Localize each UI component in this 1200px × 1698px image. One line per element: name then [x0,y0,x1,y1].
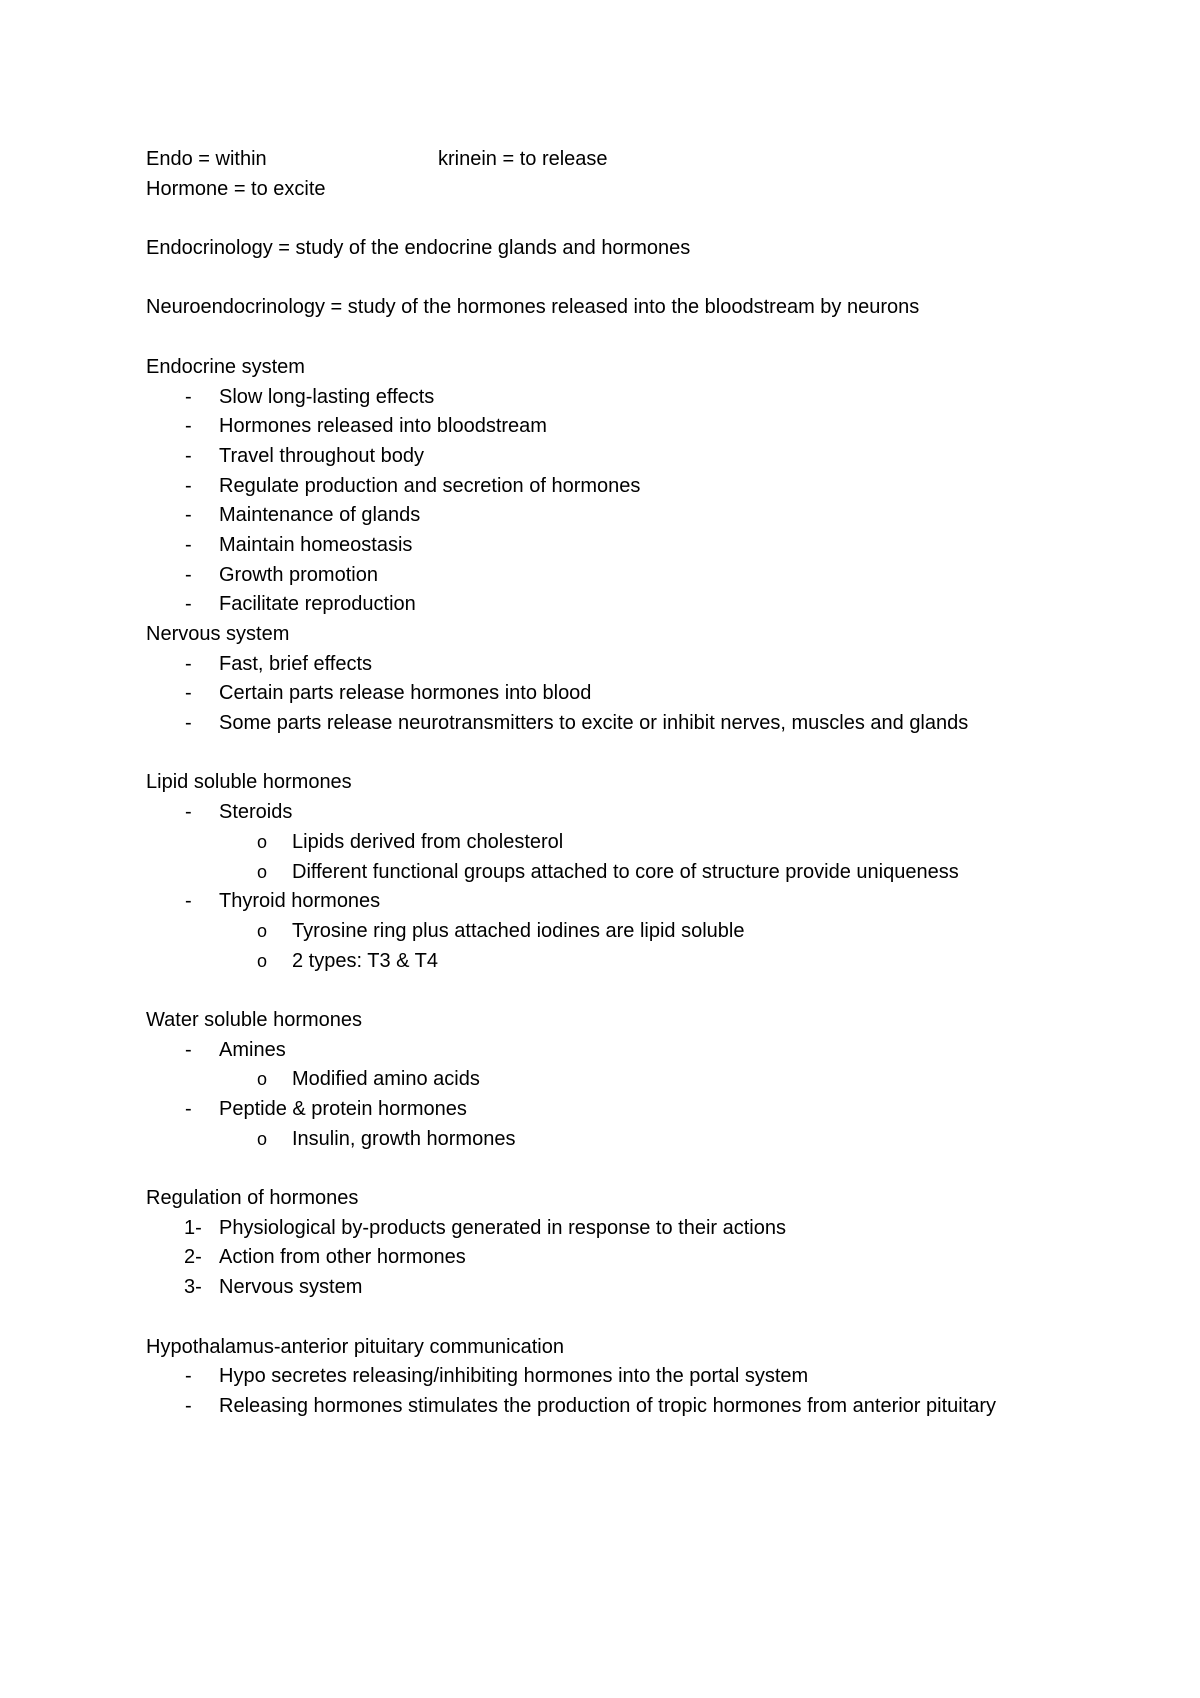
numbered-item-text: Action from other hormones [219,1246,466,1269]
list-item [146,1362,1106,1392]
definition-line [146,145,1106,175]
list-item-text: Hormones released into bloodstream [219,415,547,438]
section-heading-water-soluble: Water soluble hormones [146,1008,363,1031]
list-item-text: Certain parts release hormones into blood [219,682,592,705]
dash-bullet: - [185,593,192,616]
section-heading-lipid-soluble: Lipid soluble hormones [146,771,352,794]
list-item [146,412,1106,442]
number-marker: 2- [184,1246,202,1269]
list-item [146,383,1106,413]
circle-bullet: o [257,861,268,882]
dash-bullet: - [185,652,192,675]
list-item [146,1392,1033,1422]
sub-list-item [146,947,1106,977]
dash-bullet: - [185,682,192,705]
list-item [146,1036,1106,1066]
blank-line [146,1154,1106,1184]
sub-list-item [146,1125,1106,1155]
sub-list-item-text: Lipids derived from cholesterol [292,830,564,853]
blank-line [146,739,1106,769]
list-item-text: Travel throughout body [219,444,424,467]
dash-bullet: - [185,563,192,586]
blank-line [146,1303,1106,1333]
list-item-text: Fast, brief effects [219,652,373,675]
sub-list-item [146,917,1106,947]
list-item-text: Maintain homeostasis [219,533,413,556]
list-item-text: Some parts release neurotransmitters to excite or inhibit nerves, muscles and glands [219,712,969,735]
document-body [146,145,1106,1422]
list-item [146,501,1106,531]
definition-endocrinology: Endocrinology = study of the endocrine glands and hormones [146,237,691,260]
number-marker: 1- [184,1216,202,1239]
list-item-text: Steroids [219,801,293,824]
dash-bullet: - [185,504,192,527]
numbered-item [146,1243,1106,1273]
circle-bullet: o [257,1128,268,1149]
list-item-text: Hypo secretes releasing/inhibiting hormones into the portal system [219,1365,809,1388]
definition-neuroendocrinology: Neuroendocrinology = study of the hormones released into the bloodstream by neurons [146,296,920,319]
section-heading-regulation: Regulation of hormones [146,1187,359,1210]
sub-list-item-text: Modified amino acids [292,1068,480,1091]
circle-bullet: o [257,950,268,971]
numbered-item [146,1273,1106,1303]
sub-list-item [146,858,1106,888]
numbered-item-text: Nervous system [219,1276,363,1299]
list-item [146,561,1106,591]
dash-bullet: - [185,1394,192,1417]
definition-krinein: krinein = to release [438,148,608,170]
list-item-text: Facilitate reproduction [219,593,416,616]
list-item-text: Maintenance of glands [219,504,421,527]
list-item [146,887,1106,917]
list-item [146,590,1106,620]
list-item [146,442,1106,472]
section-heading-hypothalamus: Hypothalamus-anterior pituitary communication [146,1335,564,1358]
dash-bullet: - [185,1365,192,1388]
dash-bullet: - [185,444,192,467]
dash-bullet: - [185,1038,192,1061]
list-item [146,709,1106,739]
dash-bullet: - [185,1098,192,1120]
list-item-text: Peptide & protein hormones [219,1098,467,1120]
dash-bullet: - [185,415,192,438]
blank-line [146,264,1106,294]
dash-bullet: - [185,712,192,735]
list-item-text: Regulate production and secretion of hormones [219,474,641,497]
numbered-item-text: Physiological by-products generated in response to their actions [219,1216,786,1239]
list-item-text: Amines [219,1038,286,1061]
dash-bullet: - [185,474,192,497]
list-item-text: Slow long-lasting effects [219,385,435,408]
dash-bullet: - [185,533,192,556]
sub-list-item-text: Insulin, growth hormones [292,1127,516,1150]
definition-endo: Endo = within [146,148,267,170]
dash-bullet: - [185,890,192,913]
sub-list-item-text: Different functional groups attached to core of structure provide uniqueness [292,860,959,883]
definition-hormone: Hormone = to excite [146,177,326,200]
sub-list-item-text: Tyrosine ring plus attached iodines are lipid soluble [292,919,745,942]
sub-list-item-text: 2 types: T3 & T4 [292,949,439,972]
circle-bullet: o [257,831,268,852]
blank-line [146,323,1106,353]
dash-bullet: - [185,385,192,408]
list-item-text: Releasing hormones stimulates the production of tropic hormones from anterior pituitary [219,1394,997,1417]
numbered-item [146,1214,1106,1244]
list-item-text: Growth promotion [219,563,378,586]
list-item [146,1095,1106,1125]
number-marker: 3- [184,1276,202,1299]
list-item [146,531,1106,561]
circle-bullet: o [257,920,268,941]
list-item-text: Thyroid hormones [219,890,381,913]
circle-bullet: o [257,1069,268,1090]
blank-line [146,204,1106,234]
dash-bullet: - [185,801,192,824]
blank-line [146,976,1106,1006]
list-item [146,650,1106,680]
sub-list-item [146,828,1106,858]
list-item [146,679,1106,709]
section-heading-nervous-system: Nervous system [146,623,290,645]
sub-list-item [146,1065,1106,1095]
list-item [146,472,1106,502]
section-heading-endocrine-system: Endocrine system [146,355,305,378]
list-item [146,798,1106,828]
